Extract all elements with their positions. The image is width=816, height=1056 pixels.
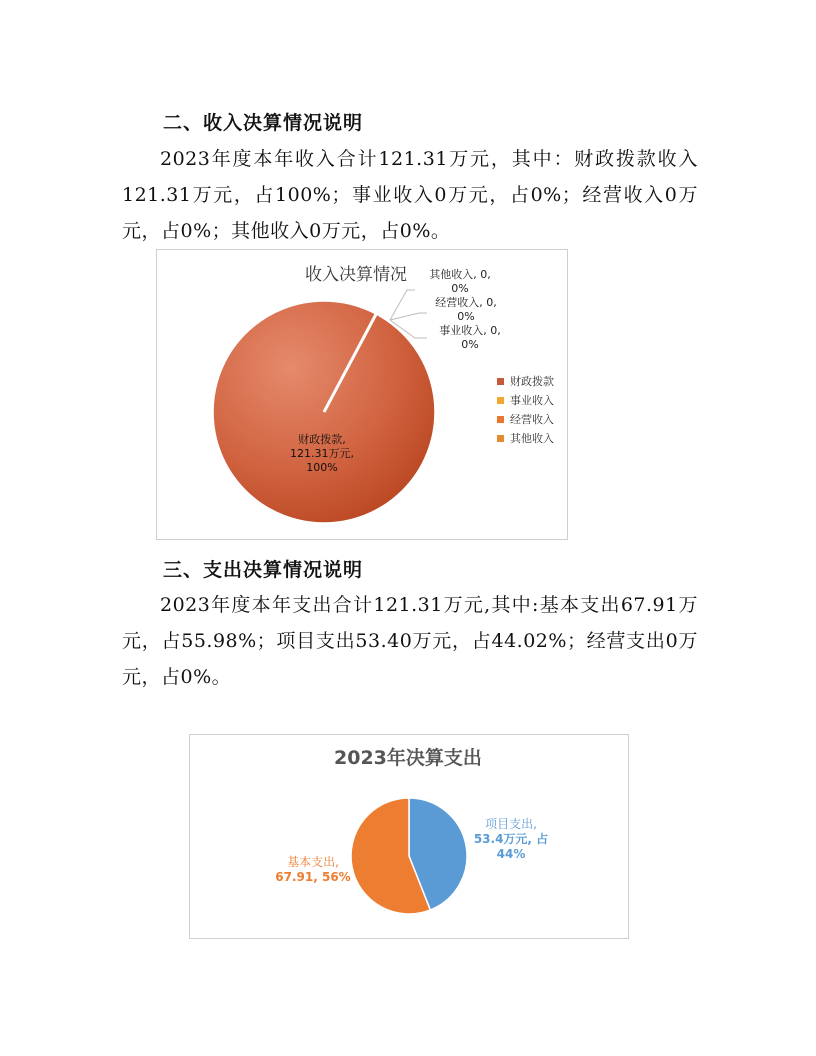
income-chart	[156, 249, 568, 540]
expense-chart-title: 2023年决算支出	[334, 747, 482, 769]
expense-paragraph: 2023年度本年支出合计121.31万元,其中:基本支出67.91万元，占55.98%；项目支出53.40万元，占44.02%；经营支出0万元，占0%。	[122, 594, 698, 688]
legend-item-other: 其他收入	[497, 429, 554, 448]
expense-chart	[189, 734, 629, 939]
label-fiscal-appropriation: 财政拨款, 121.31万元, 100%	[290, 433, 354, 474]
legend-item-fiscal: 财政拨款	[497, 372, 554, 391]
callout-other-income: 其他收入, 0, 0%	[429, 268, 491, 295]
expense-section-heading: 三、支出决算情况说明	[163, 559, 364, 581]
callout-operating-income: 经营收入, 0, 0%	[435, 296, 497, 323]
label-project-expense: 项目支出, 53.4万元, 占 44%	[473, 817, 549, 861]
callout-business-income: 事业收入, 0, 0%	[439, 324, 501, 351]
legend-item-operating: 经营收入	[497, 410, 554, 429]
income-section-heading: 二、收入决算情况说明	[163, 112, 364, 134]
income-legend	[497, 372, 554, 448]
income-paragraph: 2023年度本年收入合计121.31万元，其中：财政拨款收入121.31万元，占100%；事业收入0万元，占0%；经营收入0万元，占0%；其他收入0万元，占0%。	[122, 148, 698, 242]
legend-item-business: 事业收入	[497, 391, 554, 410]
label-basic-expense: 基本支出, 67.91, 56%	[275, 855, 351, 884]
income-chart-title: 收入决算情况	[305, 265, 407, 285]
leader-line-other	[390, 290, 415, 320]
